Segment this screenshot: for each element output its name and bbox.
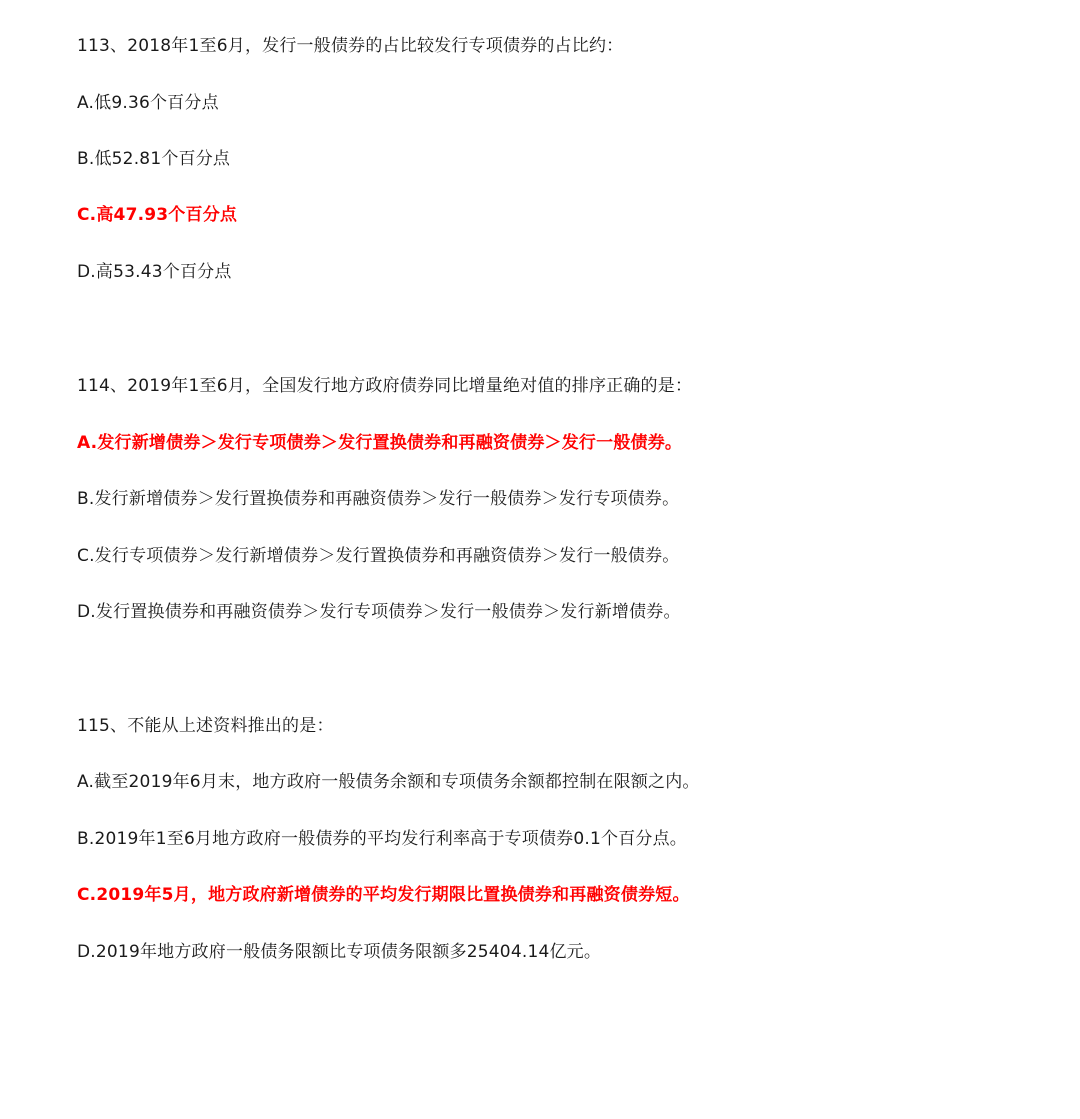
question-114-option-a-correct: A.发行新增债券＞发行专项债券＞发行置换债券和再融资债券＞发行一般债券。: [77, 433, 683, 453]
question-115-stem: 115、不能从上述资料推出的是：: [77, 716, 334, 736]
question-114-option-c: C.发行专项债券＞发行新增债券＞发行置换债券和再融资债券＞发行一般债券。: [77, 546, 680, 566]
question-113-stem: 113、2018年1至6月，发行一般债券的占比较发行专项债券的占比约：: [77, 36, 624, 56]
question-113-option-d: D.高53.43个百分点: [77, 262, 232, 282]
question-113-option-a: A.低9.36个百分点: [77, 93, 219, 113]
question-113-option-b: B.低52.81个百分点: [77, 149, 231, 169]
question-114-stem: 114、2019年1至6月，全国发行地方政府债券同比增量绝对值的排序正确的是：: [77, 376, 693, 396]
question-115-option-c-correct: C.2019年5月，地方政府新增债券的平均发行期限比置换债券和再融资债券短。: [77, 885, 690, 905]
question-115-option-a: A.截至2019年6月末，地方政府一般债务余额和专项债务余额都控制在限额之内。: [77, 772, 700, 792]
question-114-option-b: B.发行新增债券＞发行置换债券和再融资债券＞发行一般债券＞发行专项债券。: [77, 489, 680, 509]
question-114-option-d: D.发行置换债券和再融资债券＞发行专项债券＞发行一般债券＞发行新增债券。: [77, 602, 681, 622]
question-115-option-d: D.2019年地方政府一般债务限额比专项债务限额多25404.14亿元。: [77, 942, 602, 962]
question-115-option-b: B.2019年1至6月地方政府一般债券的平均发行利率高于专项债券0.1个百分点。: [77, 829, 687, 849]
question-113-option-c-correct: C.高47.93个百分点: [77, 205, 238, 225]
